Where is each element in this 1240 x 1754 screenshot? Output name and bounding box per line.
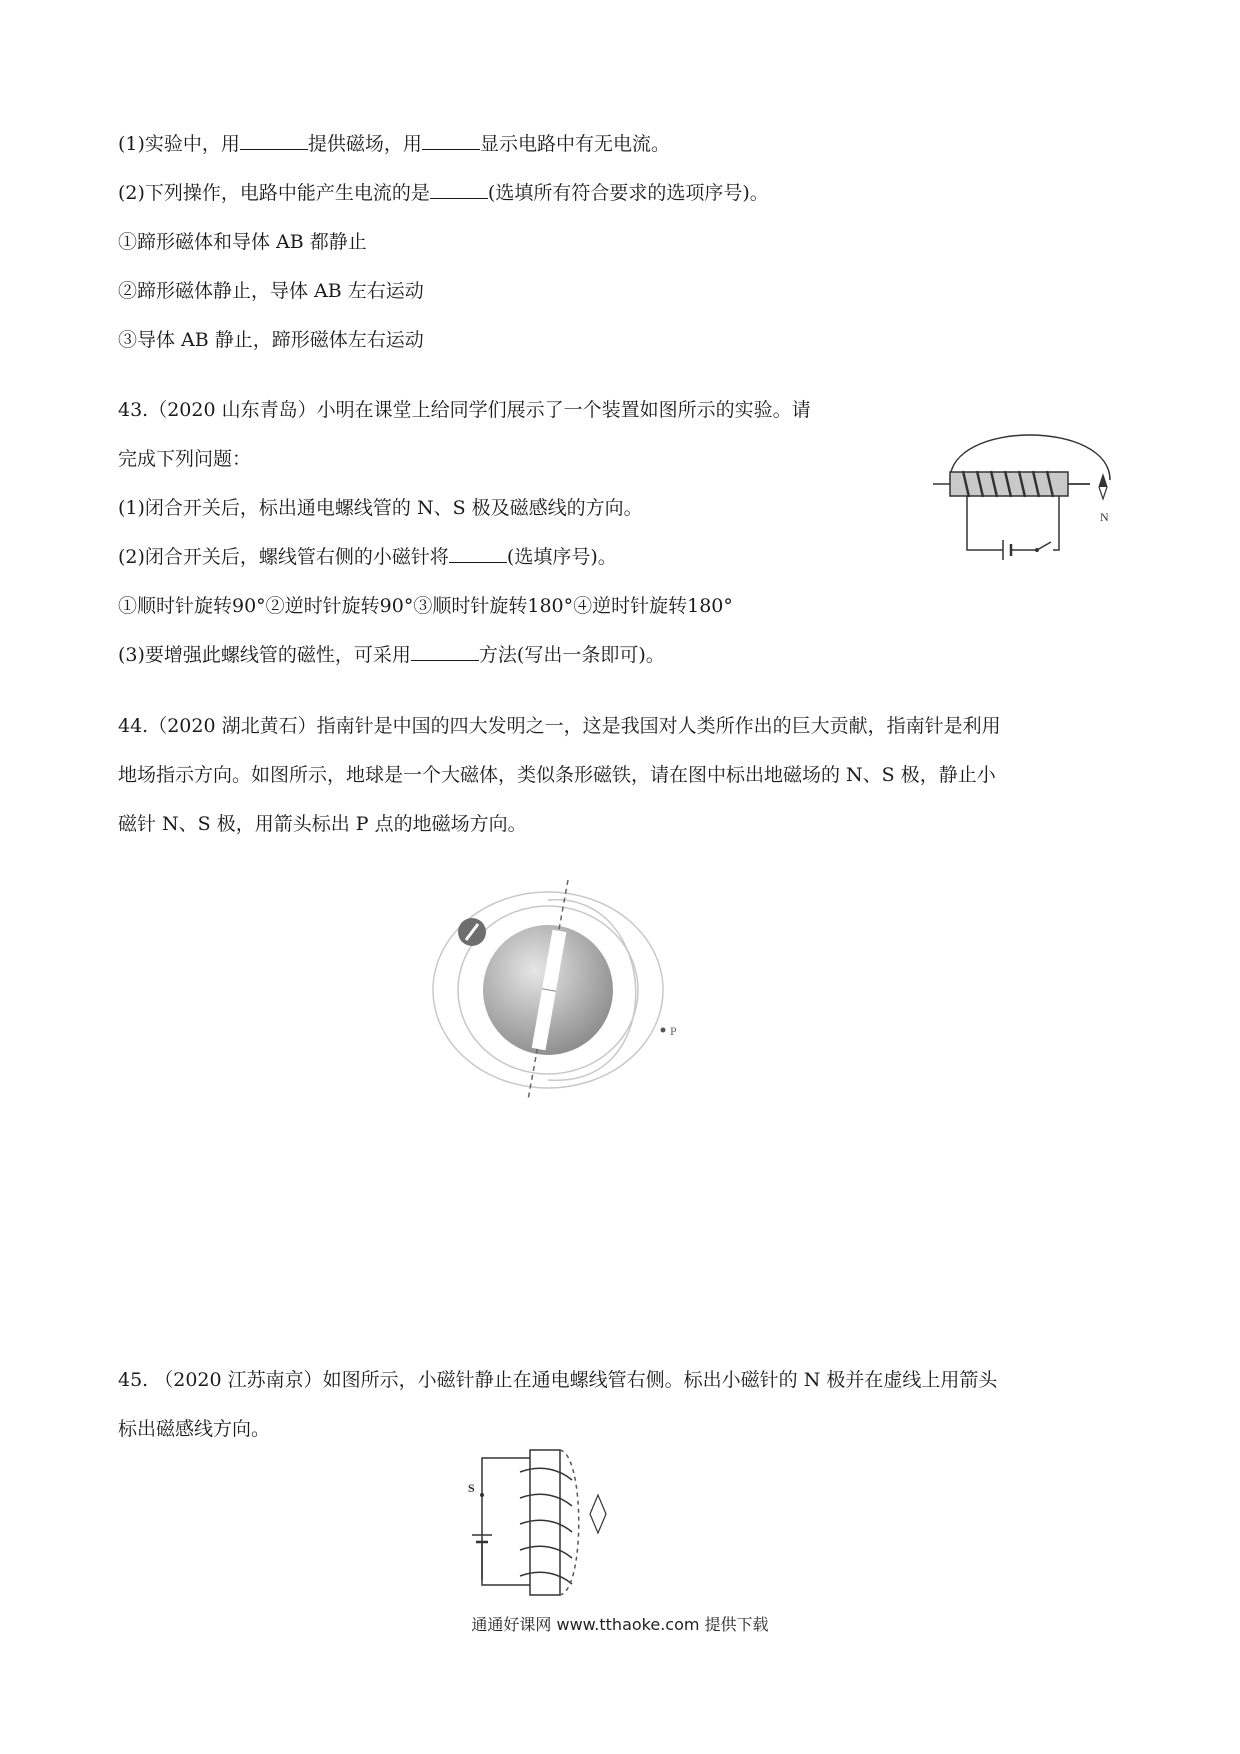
q43-stem-line2: 完成下列问题： (118, 448, 252, 470)
footer-watermark: 通通好课网 www.tthaoke.com 提供下载 (471, 1615, 769, 1634)
q45-stem-line2: 标出磁感线方向。 (118, 1418, 271, 1440)
answer-blank[interactable] (422, 131, 480, 150)
svg-text:N: N (1100, 510, 1109, 524)
q43-options: ①顺时针旋转90°②逆时针旋转90°③顺时针旋转180°④逆时针旋转180° (118, 595, 733, 617)
answer-blank[interactable] (240, 131, 308, 150)
q42-option-2: ②蹄形磁体静止，导体 AB 左右运动 (118, 280, 424, 302)
q44-stem-line2: 地场指示方向。如图所示，地球是一个大磁体，类似条形磁铁，请在图中标出地磁场的 N、S 极，静止小 (118, 764, 996, 786)
q43-sub3: (3)要增强此螺线管的磁性，可采用 方法(写出一条即可)。 (118, 644, 665, 666)
q42-option-3: ③导体 AB 静止，蹄形磁体左右运动 (118, 329, 424, 351)
earth-magnetic-field-figure (420, 880, 700, 1110)
q42-sub1: (1)实验中，用 提供磁场，用 显示电路中有无电流。 (118, 133, 670, 155)
q42-option-1: ①蹄形磁体和导体 AB 都静止 (118, 231, 367, 253)
svg-text:P: P (670, 1024, 677, 1038)
q45-stem-line1: 45. （2020 江苏南京）如图所示，小磁针静止在通电螺线管右侧。标出小磁针的 N 极并在虚线上用箭头 (118, 1369, 998, 1391)
q42-sub2: (2)下列操作，电路中能产生电流的是 (选填所有符合要求的选项序号)。 (118, 182, 769, 204)
answer-blank[interactable] (430, 180, 488, 199)
answer-blank[interactable] (449, 544, 507, 563)
svg-text:S: S (468, 1481, 475, 1495)
solenoid-circuit-figure (925, 425, 1125, 565)
q43-sub2: (2)闭合开关后，螺线管右侧的小磁针将 (选填序号)。 (118, 546, 617, 568)
q43-sub1: (1)闭合开关后，标出通电螺线管的 N、S 极及磁感线的方向。 (118, 497, 643, 519)
q43-stem-line1: 43.（2020 山东青岛）小明在课堂上给同学们展示了一个装置如图所示的实验。请 (118, 399, 811, 421)
answer-blank[interactable] (411, 642, 479, 661)
solenoid-compass-figure (460, 1440, 640, 1605)
q44-stem-line3: 磁针 N、S 极，用箭头标出 P 点的地磁场方向。 (118, 813, 527, 835)
q44-stem-line1: 44.（2020 湖北黄石）指南针是中国的四大发明之一，这是我国对人类所作出的巨大贡献，指南针是利用 (118, 715, 1001, 737)
compass-needle-icon (590, 1495, 606, 1533)
